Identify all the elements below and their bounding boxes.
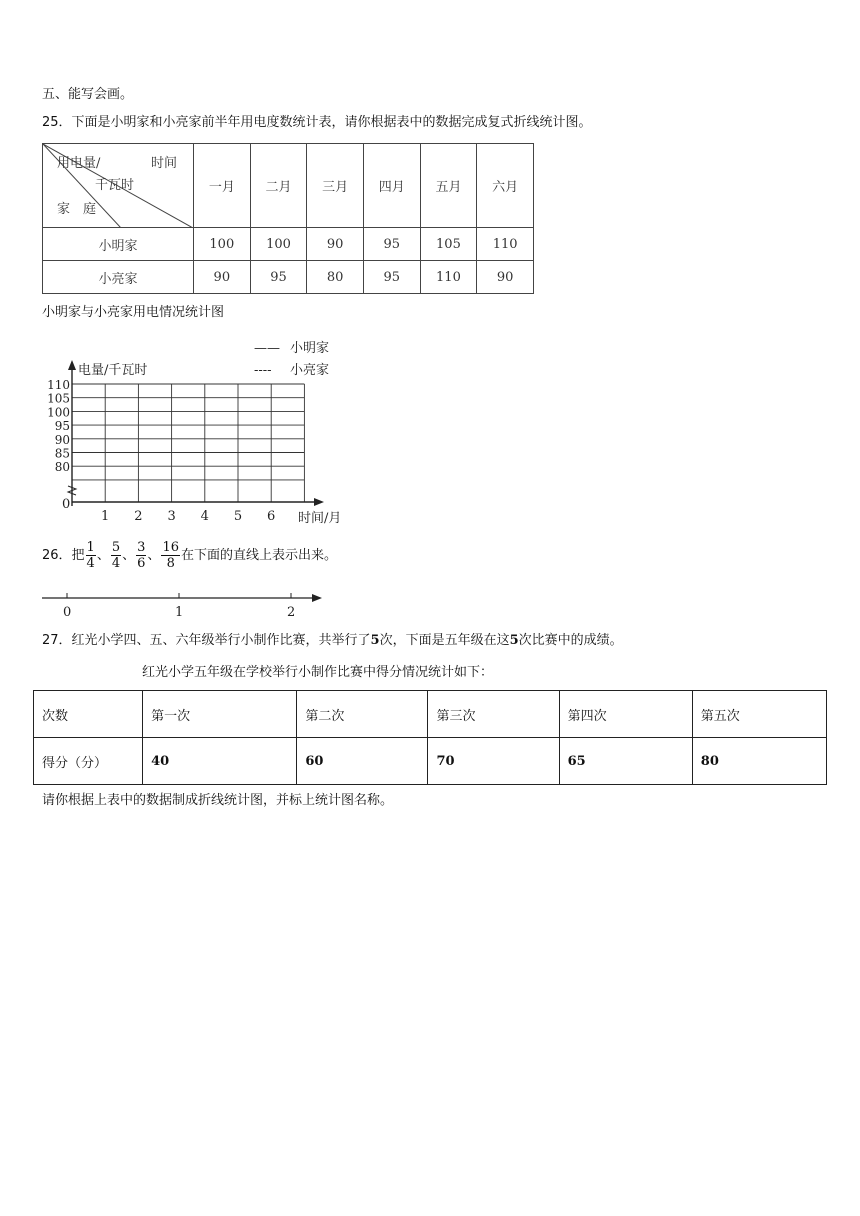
table-header-cell: 第三次 xyxy=(428,691,559,738)
table-header-diagonal-cell xyxy=(43,144,194,228)
header-unit-label: 千瓦时 xyxy=(95,178,135,193)
table-cell: 90 xyxy=(477,261,534,294)
q26-suffix: 在下面的直线上表示出来。 xyxy=(180,548,337,563)
y-tick-label: 100 xyxy=(47,405,70,420)
month-header: 二月 xyxy=(250,144,307,228)
y-axis-label: 电量/千瓦时 xyxy=(78,363,148,378)
x-tick-label: 3 xyxy=(167,509,176,524)
scores-table xyxy=(33,690,827,785)
header-time-label: 时间 xyxy=(151,156,178,171)
separator: 、 xyxy=(147,548,161,563)
table-cell: 100 xyxy=(194,228,251,261)
question-27-text: 27．红光小学四、五、六年级举行小制作比赛，共举行了5次，下面是五年级在这5次比赛中的成绩。 xyxy=(42,633,623,648)
month-header: 四月 xyxy=(363,144,420,228)
table-row xyxy=(43,228,534,261)
table-cell: 90 xyxy=(307,228,364,261)
number-line xyxy=(40,588,330,624)
score-cell: 65 xyxy=(559,738,692,785)
legend-xiaoming: 小明家 xyxy=(290,341,330,356)
table-cell: 95 xyxy=(363,228,420,261)
blank-line-chart xyxy=(40,334,370,530)
table-cell: 90 xyxy=(194,261,251,294)
y-tick-label: 90 xyxy=(54,432,70,447)
row-label: 得分（分） xyxy=(34,738,143,785)
number-line-label: 1 xyxy=(175,605,184,620)
legend-xiaoliang: 小亮家 xyxy=(290,363,330,378)
table-header-cell: 次数 xyxy=(34,691,143,738)
score-cell: 70 xyxy=(428,738,559,785)
x-tick-label: 6 xyxy=(267,509,276,524)
fraction: $\frac{1}{4}$ xyxy=(86,540,95,571)
header-usage-label: 用电量/ xyxy=(57,156,101,171)
origin-label: 0 xyxy=(62,497,71,512)
electricity-table xyxy=(42,143,534,294)
table-cell: 80 xyxy=(307,261,364,294)
legend-solid-mark: —— xyxy=(254,341,280,356)
number-line-label: 2 xyxy=(287,605,296,620)
y-tick-label: 105 xyxy=(47,391,70,406)
month-header: 一月 xyxy=(194,144,251,228)
table-cell: 105 xyxy=(420,228,477,261)
header-family-label: 家 庭 xyxy=(57,202,97,217)
separator: 、 xyxy=(96,548,110,563)
fraction: $\frac{3}{6}$ xyxy=(137,540,146,571)
x-axis-arrow xyxy=(314,498,324,506)
question-25-text: 25．下面是小明家和小亮家前半年用电度数统计表，请你根据表中的数据完成复式折线统计图。 xyxy=(42,115,592,130)
y-tick-labels xyxy=(47,378,70,474)
table-title: 红光小学五年级在学校举行小制作比赛中得分情况统计如下： xyxy=(142,665,494,680)
table-cell: 110 xyxy=(477,228,534,261)
table-cell: 110 xyxy=(420,261,477,294)
score-cell: 60 xyxy=(297,738,428,785)
number-line-arrow xyxy=(312,594,322,602)
legend-dashed-mark: ---- xyxy=(254,363,272,378)
table-header-cell: 第四次 xyxy=(559,691,692,738)
family-name: 小亮家 xyxy=(43,261,194,294)
separator: 、 xyxy=(122,548,136,563)
x-tick-labels xyxy=(101,509,275,524)
x-tick-label: 4 xyxy=(200,509,209,524)
axis-break-mark xyxy=(68,486,76,495)
table-cell: 100 xyxy=(250,228,307,261)
y-axis-arrow xyxy=(68,360,76,370)
number-line-label: 0 xyxy=(63,605,72,620)
month-header: 五月 xyxy=(420,144,477,228)
y-tick-label: 85 xyxy=(54,446,70,461)
family-name: 小明家 xyxy=(43,228,194,261)
table-cell: 95 xyxy=(250,261,307,294)
chart-grid xyxy=(72,384,304,502)
y-tick-label: 80 xyxy=(54,460,70,475)
q26-prefix: 26．把 xyxy=(42,548,85,563)
x-tick-label: 5 xyxy=(233,509,243,524)
x-axis-label: 时间/月 xyxy=(298,511,342,526)
score-cell: 40 xyxy=(143,738,297,785)
score-cell: 80 xyxy=(692,738,826,785)
month-header: 六月 xyxy=(477,144,534,228)
question-26 xyxy=(42,538,337,578)
question-27-instruction: 请你根据上表中的数据制成折线统计图，并标上统计图名称。 xyxy=(42,793,394,808)
table-row xyxy=(34,691,827,738)
fraction: $\frac{5}{4}$ xyxy=(111,540,121,571)
table-cell: 95 xyxy=(363,261,420,294)
table-row xyxy=(34,738,827,785)
fraction: $\frac{16}{8}$ xyxy=(162,540,179,571)
table-header-cell: 第一次 xyxy=(143,691,297,738)
y-tick-label: 95 xyxy=(54,419,70,434)
x-tick-label: 2 xyxy=(134,509,143,524)
table-row xyxy=(43,261,534,294)
section-title: 五、能写会画。 xyxy=(42,87,134,102)
x-tick-label: 1 xyxy=(101,509,110,524)
y-tick-label: 110 xyxy=(47,378,70,392)
chart-caption: 小明家与小亮家用电情况统计图 xyxy=(42,305,225,320)
month-header: 三月 xyxy=(307,144,364,228)
table-header-cell: 第二次 xyxy=(297,691,428,738)
table-header-cell: 第五次 xyxy=(692,691,826,738)
